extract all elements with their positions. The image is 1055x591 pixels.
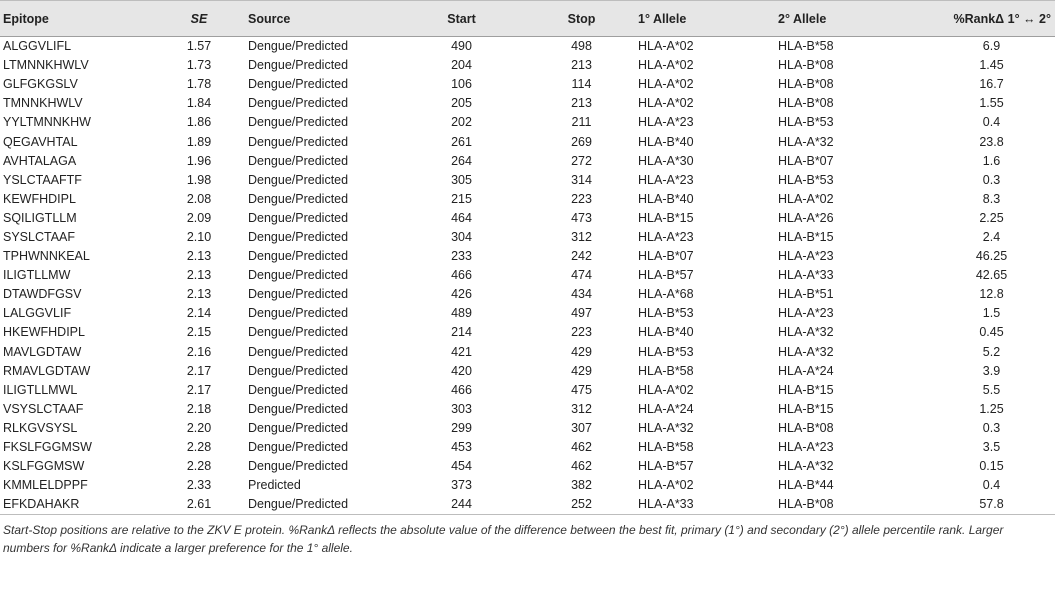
cell-rank: 0.3 <box>982 420 1001 435</box>
cell-allele2: HLA-B*58 <box>778 39 834 54</box>
cell-allele1: HLA-B*58 <box>638 363 694 378</box>
cell-epitope: AVHTALAGA <box>3 153 77 168</box>
cell-rank: 5.2 <box>982 344 1001 359</box>
cell-se: 1.84 <box>186 96 212 111</box>
table-row <box>0 266 1055 285</box>
table-row <box>0 94 1055 113</box>
cell-source: Dengue/Predicted <box>248 459 349 474</box>
cell-allele2: HLA-B*15 <box>778 401 834 416</box>
cell-epitope: KMMLELDPPF <box>3 478 88 493</box>
cell-se: 1.96 <box>186 153 212 168</box>
cell-allele1: HLA-A*33 <box>635 495 775 515</box>
header-epitope: Epitope <box>0 1 150 37</box>
cell-se: 2.16 <box>186 344 212 359</box>
cell-allele2: HLA-B*44 <box>778 478 834 493</box>
table-row <box>0 247 1055 266</box>
cell-allele2: HLA-A*23 <box>778 306 834 321</box>
table-row <box>0 400 1055 419</box>
cell-epitope: FKSLFGGMSW <box>3 440 92 455</box>
cell-se: 2.10 <box>186 229 212 244</box>
cell-start: 261 <box>451 134 472 149</box>
cell-allele2: HLA-B*07 <box>778 153 834 168</box>
cell-source: Dengue/Predicted <box>248 440 349 455</box>
table-row <box>0 37 1055 57</box>
cell-source: Dengue/Predicted <box>248 287 349 302</box>
table-row <box>0 304 1055 323</box>
cell-epitope: ILIGTLLMWL <box>3 382 78 397</box>
cell-allele2: HLA-A*26 <box>778 210 834 225</box>
cell-epitope: YSLCTAAFTF <box>3 172 82 187</box>
cell-se: 2.28 <box>186 440 212 455</box>
table-row <box>0 438 1055 457</box>
table-row <box>0 323 1055 342</box>
cell-se: 2.13 <box>186 268 212 283</box>
cell-allele2: HLA-B*51 <box>778 287 834 302</box>
cell-stop: 473 <box>571 210 592 225</box>
cell-start: 421 <box>451 344 472 359</box>
cell-epitope: LTMNNKHWLV <box>3 58 89 73</box>
cell-allele2: HLA-B*08 <box>775 495 925 515</box>
table-row <box>0 419 1055 438</box>
cell-source: Dengue/Predicted <box>248 153 349 168</box>
table-row <box>0 495 1055 515</box>
cell-se: 2.08 <box>186 191 212 206</box>
cell-rank: 6.9 <box>982 39 1001 54</box>
cell-start: 205 <box>451 96 472 111</box>
table-row <box>0 56 1055 75</box>
cell-stop: 312 <box>571 401 592 416</box>
cell-start: 489 <box>451 306 472 321</box>
cell-stop: 429 <box>571 363 592 378</box>
cell-se: 2.18 <box>186 401 212 416</box>
cell-rank: 3.9 <box>982 363 1001 378</box>
cell-source: Dengue/Predicted <box>248 420 349 435</box>
cell-epitope: EFKDAHAKR <box>0 495 150 515</box>
cell-epitope: TMNNKHWLV <box>3 96 83 111</box>
cell-allele1: HLA-B*57 <box>638 268 694 283</box>
cell-allele1: HLA-B*40 <box>638 325 694 340</box>
cell-stop: 272 <box>571 153 592 168</box>
cell-allele1: HLA-B*57 <box>638 459 694 474</box>
cell-allele2: HLA-A*02 <box>778 191 834 206</box>
cell-allele1: HLA-B*58 <box>638 440 694 455</box>
cell-epitope: DTAWDFGSV <box>3 287 82 302</box>
cell-source: Predicted <box>248 478 301 493</box>
header-se: SE <box>150 1 245 37</box>
cell-se: 2.20 <box>186 420 212 435</box>
cell-start: 264 <box>451 153 472 168</box>
cell-start: 299 <box>451 420 472 435</box>
cell-se: 2.15 <box>186 325 212 340</box>
cell-epitope: LALGGVLIF <box>3 306 72 321</box>
cell-allele1: HLA-B*15 <box>638 210 694 225</box>
cell-stop: 475 <box>571 382 592 397</box>
cell-source: Dengue/Predicted <box>248 172 349 187</box>
table-row <box>0 381 1055 400</box>
cell-rank: 0.4 <box>982 478 1001 493</box>
cell-rank: 1.45 <box>979 58 1004 73</box>
cell-source: Dengue/Predicted <box>248 382 349 397</box>
cell-se: 2.61 <box>150 495 245 515</box>
cell-source: Dengue/Predicted <box>248 344 349 359</box>
cell-stop: 434 <box>571 287 592 302</box>
table-row <box>0 132 1055 151</box>
cell-start: 420 <box>451 363 472 378</box>
cell-stop: 382 <box>571 478 592 493</box>
header-row <box>0 1 1055 37</box>
table-row <box>0 362 1055 381</box>
header-allele2: 2° Allele <box>775 1 925 37</box>
cell-allele1: HLA-A*02 <box>638 96 694 111</box>
cell-source: Dengue/Predicted <box>248 363 349 378</box>
cell-rank: 1.6 <box>982 153 1001 168</box>
cell-stop: 429 <box>571 344 592 359</box>
cell-allele2: HLA-B*15 <box>778 382 834 397</box>
cell-epitope: GLFGKGSLV <box>3 77 78 92</box>
cell-allele2: HLA-B*08 <box>778 96 834 111</box>
cell-epitope: KSLFGGMSW <box>3 459 85 474</box>
cell-se: 1.86 <box>186 115 212 130</box>
cell-allele1: HLA-A*23 <box>638 115 694 130</box>
cell-se: 1.57 <box>186 39 212 54</box>
header-allele1: 1° Allele <box>635 1 775 37</box>
header-rank: %RankΔ 1° ↔ 2° <box>925 1 1055 37</box>
cell-rank: 1.5 <box>982 306 1001 321</box>
cell-allele1: HLA-B*07 <box>638 249 694 264</box>
cell-allele1: HLA-A*68 <box>638 287 694 302</box>
cell-epitope: RLKGVSYSL <box>3 420 78 435</box>
cell-allele1: HLA-A*02 <box>638 58 694 73</box>
cell-rank: 8.3 <box>982 191 1001 206</box>
cell-allele2: HLA-A*23 <box>778 249 834 264</box>
cell-start: 305 <box>451 172 472 187</box>
cell-stop: 314 <box>571 172 592 187</box>
cell-start: 214 <box>451 325 472 340</box>
cell-stop: 474 <box>571 268 592 283</box>
cell-source: Dengue/Predicted <box>245 495 395 515</box>
cell-source: Dengue/Predicted <box>248 401 349 416</box>
cell-start: 304 <box>451 229 472 244</box>
cell-rank: 0.3 <box>982 172 1001 187</box>
cell-source: Dengue/Predicted <box>248 58 349 73</box>
table-row <box>0 228 1055 247</box>
cell-rank: 1.25 <box>979 401 1004 416</box>
header-source: Source <box>245 1 395 37</box>
cell-allele2: HLA-B*08 <box>778 420 834 435</box>
cell-allele1: HLA-B*40 <box>638 134 694 149</box>
cell-stop: 312 <box>571 229 592 244</box>
header-stop: Stop <box>525 1 635 37</box>
header-start: Start <box>395 1 525 37</box>
cell-stop: 497 <box>571 306 592 321</box>
cell-rank: 0.45 <box>979 325 1004 340</box>
cell-stop: 114 <box>571 77 592 92</box>
cell-allele1: HLA-A*24 <box>638 401 694 416</box>
cell-epitope: ILIGTLLMW <box>3 268 71 283</box>
cell-rank: 2.4 <box>982 229 1001 244</box>
cell-epitope: RMAVLGDTAW <box>3 363 91 378</box>
cell-source: Dengue/Predicted <box>248 115 349 130</box>
cell-rank: 42.65 <box>975 268 1008 283</box>
cell-start: 303 <box>451 401 472 416</box>
cell-start: 106 <box>451 77 472 92</box>
cell-se: 1.78 <box>186 77 212 92</box>
cell-source: Dengue/Predicted <box>248 134 349 149</box>
table-row <box>0 171 1055 190</box>
cell-allele2: HLA-A*23 <box>778 440 834 455</box>
table-row <box>0 113 1055 132</box>
cell-stop: 223 <box>571 191 592 206</box>
cell-source: Dengue/Predicted <box>248 191 349 206</box>
cell-allele1: HLA-B*53 <box>638 344 694 359</box>
cell-allele1: HLA-A*32 <box>638 420 694 435</box>
cell-allele1: HLA-A*02 <box>638 39 694 54</box>
cell-start: 490 <box>451 39 472 54</box>
cell-source: Dengue/Predicted <box>248 39 349 54</box>
cell-stop: 211 <box>571 115 592 130</box>
table-row <box>0 209 1055 228</box>
cell-allele2: HLA-B*53 <box>778 115 834 130</box>
cell-allele2: HLA-B*53 <box>778 172 834 187</box>
cell-allele1: HLA-A*02 <box>638 478 694 493</box>
cell-epitope: KEWFHDIPL <box>3 191 76 206</box>
table-row <box>0 152 1055 171</box>
cell-source: Dengue/Predicted <box>248 210 349 225</box>
cell-epitope: YYLTMNNKHW <box>3 115 91 130</box>
cell-stop: 252 <box>525 495 635 515</box>
cell-rank: 2.25 <box>979 210 1004 225</box>
cell-rank: 16.7 <box>979 77 1004 92</box>
cell-allele1: HLA-B*40 <box>638 191 694 206</box>
cell-epitope: SQILIGTLLM <box>3 210 77 225</box>
cell-epitope: VSYSLCTAAF <box>3 401 84 416</box>
cell-stop: 213 <box>571 58 592 73</box>
cell-allele1: HLA-A*23 <box>638 229 694 244</box>
cell-stop: 242 <box>571 249 592 264</box>
cell-stop: 498 <box>571 39 592 54</box>
table-row <box>0 190 1055 209</box>
cell-epitope: SYSLCTAAF <box>3 229 76 244</box>
cell-source: Dengue/Predicted <box>248 229 349 244</box>
cell-rank: 46.25 <box>975 249 1008 264</box>
cell-start: 244 <box>395 495 525 515</box>
cell-source: Dengue/Predicted <box>248 96 349 111</box>
cell-source: Dengue/Predicted <box>248 268 349 283</box>
cell-se: 1.73 <box>186 58 212 73</box>
cell-start: 204 <box>451 58 472 73</box>
cell-se: 2.13 <box>186 249 212 264</box>
cell-source: Dengue/Predicted <box>248 306 349 321</box>
cell-rank: 5.5 <box>982 382 1001 397</box>
cell-epitope: ALGGVLIFL <box>3 39 72 54</box>
cell-allele2: HLA-A*24 <box>778 363 834 378</box>
cell-se: 2.33 <box>186 478 212 493</box>
table-row <box>0 476 1055 495</box>
cell-allele1: HLA-A*30 <box>638 153 694 168</box>
cell-start: 454 <box>451 459 472 474</box>
cell-start: 233 <box>451 249 472 264</box>
cell-stop: 462 <box>571 459 592 474</box>
cell-se: 2.13 <box>186 287 212 302</box>
cell-start: 453 <box>451 440 472 455</box>
table-row <box>0 75 1055 94</box>
table-row <box>0 343 1055 362</box>
cell-stop: 307 <box>571 420 592 435</box>
cell-allele1: HLA-A*02 <box>638 382 694 397</box>
cell-allele2: HLA-B*08 <box>778 58 834 73</box>
cell-se: 2.14 <box>186 306 212 321</box>
cell-se: 1.89 <box>186 134 212 149</box>
cell-start: 466 <box>451 268 472 283</box>
cell-rank: 23.8 <box>979 134 1004 149</box>
cell-rank: 1.55 <box>979 96 1004 111</box>
cell-stop: 462 <box>571 440 592 455</box>
cell-se: 2.17 <box>186 363 212 378</box>
cell-allele2: HLA-A*32 <box>778 344 834 359</box>
cell-allele2: HLA-A*32 <box>778 459 834 474</box>
cell-start: 373 <box>451 478 472 493</box>
cell-stop: 223 <box>571 325 592 340</box>
cell-source: Dengue/Predicted <box>248 325 349 340</box>
cell-allele1: HLA-A*23 <box>638 172 694 187</box>
cell-epitope: MAVLGDTAW <box>3 344 82 359</box>
cell-rank: 12.8 <box>979 287 1004 302</box>
cell-epitope: QEGAVHTAL <box>3 134 78 149</box>
cell-source: Dengue/Predicted <box>248 249 349 264</box>
cell-start: 202 <box>451 115 472 130</box>
cell-allele1: HLA-B*53 <box>638 306 694 321</box>
cell-se: 2.28 <box>186 459 212 474</box>
cell-allele2: HLA-B*15 <box>778 229 834 244</box>
cell-se: 1.98 <box>186 172 212 187</box>
cell-epitope: TPHWNNKEAL <box>3 249 90 264</box>
cell-source: Dengue/Predicted <box>248 77 349 92</box>
cell-rank: 3.5 <box>982 440 1001 455</box>
table-row <box>0 457 1055 476</box>
cell-epitope: HKEWFHDIPL <box>3 325 85 340</box>
cell-allele2: HLA-B*08 <box>778 77 834 92</box>
cell-stop: 269 <box>571 134 592 149</box>
cell-start: 464 <box>451 210 472 225</box>
cell-start: 215 <box>451 191 472 206</box>
cell-allele2: HLA-A*32 <box>778 325 834 340</box>
cell-rank: 57.8 <box>925 495 1055 515</box>
table-row <box>0 285 1055 304</box>
cell-allele1: HLA-A*02 <box>638 77 694 92</box>
cell-se: 2.17 <box>186 382 212 397</box>
cell-rank: 0.15 <box>979 459 1004 474</box>
cell-rank: 0.4 <box>982 115 1001 130</box>
table-footnote: Start-Stop positions are relative to the ZKV E protein. %RankΔ reflects the absolute value of the difference between the best fit, primary (1°) and secondary (2°) allele percentile rank. Larger numbers for %RankΔ indicate a larger preference for the 1° allele. <box>3 523 1004 556</box>
cell-stop: 213 <box>571 96 592 111</box>
cell-allele2: HLA-A*32 <box>778 134 834 149</box>
cell-allele2: HLA-A*33 <box>778 268 834 283</box>
cell-se: 2.09 <box>186 210 212 225</box>
cell-start: 426 <box>451 287 472 302</box>
cell-start: 466 <box>451 382 472 397</box>
table-body <box>0 37 1055 515</box>
